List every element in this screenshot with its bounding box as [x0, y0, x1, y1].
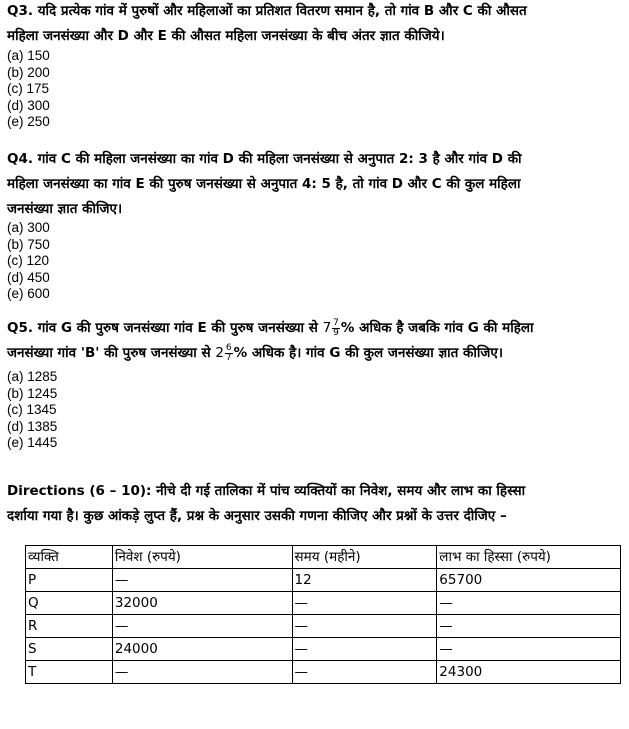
mixed-fraction: [322, 317, 341, 338]
option-e: (e) 600: [7, 286, 50, 302]
option-a: (a) 150: [7, 48, 50, 63]
q4-text-line-1: Q4. गांव C की महिला जनसंख्या का गांव D की महिला जनसंख्या से अनुपात 2: 3 है और गांव D की: [7, 151, 522, 167]
option-b: (b) 200: [7, 64, 50, 80]
option-d: (d) 450: [7, 269, 50, 285]
table-cell: —: [437, 638, 621, 661]
question-3: [7, 0, 527, 49]
fraction: [225, 344, 233, 363]
option-e: (e) 1445: [7, 435, 58, 451]
table-header-row: [26, 546, 621, 569]
table-cell: 65700: [437, 569, 621, 592]
table-row: [26, 615, 621, 638]
mixed-fraction: [215, 342, 233, 363]
q5-line-2-end: % अधिक है। गांव G की कुल जनसंख्या ज्ञात कीजिए।: [233, 345, 503, 361]
q3-options: [7, 48, 50, 131]
fraction-whole: 7: [322, 320, 332, 336]
q4-text-line-2: महिला जनसंख्या का गांव E की पुरुष जनसंख्या से अनुपात 4: 5 है, तो गांव D और C की कुल महिला: [7, 176, 521, 192]
directions-line-2: दर्शाया गया है। कुछ आंकड़े लुप्त हैं, प्रश्न के अनुसार उसकी गणना कीजिए और प्रश्नों के उत्तर दीजिए –: [7, 508, 507, 524]
table-cell: —: [292, 638, 437, 661]
table-row: [26, 592, 621, 615]
option-a: (a) 300: [7, 220, 50, 235]
option-c: (c) 1345: [7, 402, 57, 418]
fraction-denominator: 7: [225, 352, 232, 363]
table-cell: —: [292, 661, 437, 684]
header-time: समय (महीने): [292, 546, 437, 569]
header-profit-share: लाभ का हिस्सा (रुपये): [437, 546, 621, 569]
investment-table: [25, 545, 621, 684]
question-5: [7, 316, 534, 366]
fraction: [332, 319, 340, 338]
table-cell: 32000: [112, 592, 292, 615]
option-c: (c) 175: [7, 81, 50, 97]
q5-line-2-start: जनसंख्या गांव 'B' की पुरुष जनसंख्या से: [7, 345, 216, 361]
q4-options: [7, 220, 50, 303]
table-row: [26, 661, 621, 684]
directions-line-1: Directions (6 – 10): नीचे दी गई तालिका में पांच व्यक्तियों का निवेश, समय और लाभ का हिस्सा: [7, 483, 526, 499]
table-cell: —: [112, 661, 292, 684]
table-cell: 24300: [437, 661, 621, 684]
q3-text-line-2: महिला जनसंख्या और D और E की औसत महिला जनसंख्या के बीच अंतर ज्ञात कीजिये।: [7, 28, 445, 44]
option-b: (b) 1245: [7, 385, 58, 401]
table-cell: —: [437, 592, 621, 615]
q5-text-line-2: [7, 341, 534, 366]
header-person: व्यक्ति: [26, 546, 113, 569]
q5-line-1-start: Q5. गांव G की पुरुष जनसंख्या गांव E की पुरुष जनसंख्या से: [7, 320, 323, 336]
fraction-numerator: 7: [333, 317, 339, 328]
fraction-whole: 2: [215, 345, 224, 361]
fraction-numerator: 6: [225, 342, 232, 353]
q3-text-line-1: Q3. यदि प्रत्येक गांव में पुरुषों और महिलाओं का प्रतिशत वितरण समान है, तो गांव B और C की औसत: [7, 3, 527, 19]
table-cell: 24000: [112, 638, 292, 661]
q4-text-line-3: जनसंख्या ज्ञात कीजिए।: [7, 201, 123, 217]
table-cell: —: [112, 569, 292, 592]
option-c: (c) 120: [7, 253, 50, 269]
fraction-denominator: 9: [333, 327, 339, 338]
option-e: (e) 250: [7, 114, 50, 130]
q5-text-line-1: [7, 316, 534, 341]
question-4: [7, 147, 522, 222]
table-cell: S: [26, 638, 113, 661]
table-row: [26, 569, 621, 592]
q5-options: [7, 369, 57, 452]
table-cell: T: [26, 661, 113, 684]
directions: [7, 479, 525, 529]
table-cell: R: [26, 615, 113, 638]
table-row: [26, 638, 621, 661]
option-b: (b) 750: [7, 236, 50, 252]
q5-line-1-end: % अधिक है जबकि गांव G की महिला: [340, 320, 534, 336]
table-cell: 12: [292, 569, 437, 592]
table-cell: P: [26, 569, 113, 592]
option-a: (a) 1285: [7, 369, 58, 384]
table-cell: Q: [26, 592, 113, 615]
header-investment: निवेश (रुपये): [112, 546, 292, 569]
table-cell: —: [292, 615, 437, 638]
table-cell: —: [112, 615, 292, 638]
option-d: (d) 1385: [7, 418, 58, 434]
table-cell: —: [437, 615, 621, 638]
table-cell: —: [292, 592, 437, 615]
option-d: (d) 300: [7, 97, 50, 113]
